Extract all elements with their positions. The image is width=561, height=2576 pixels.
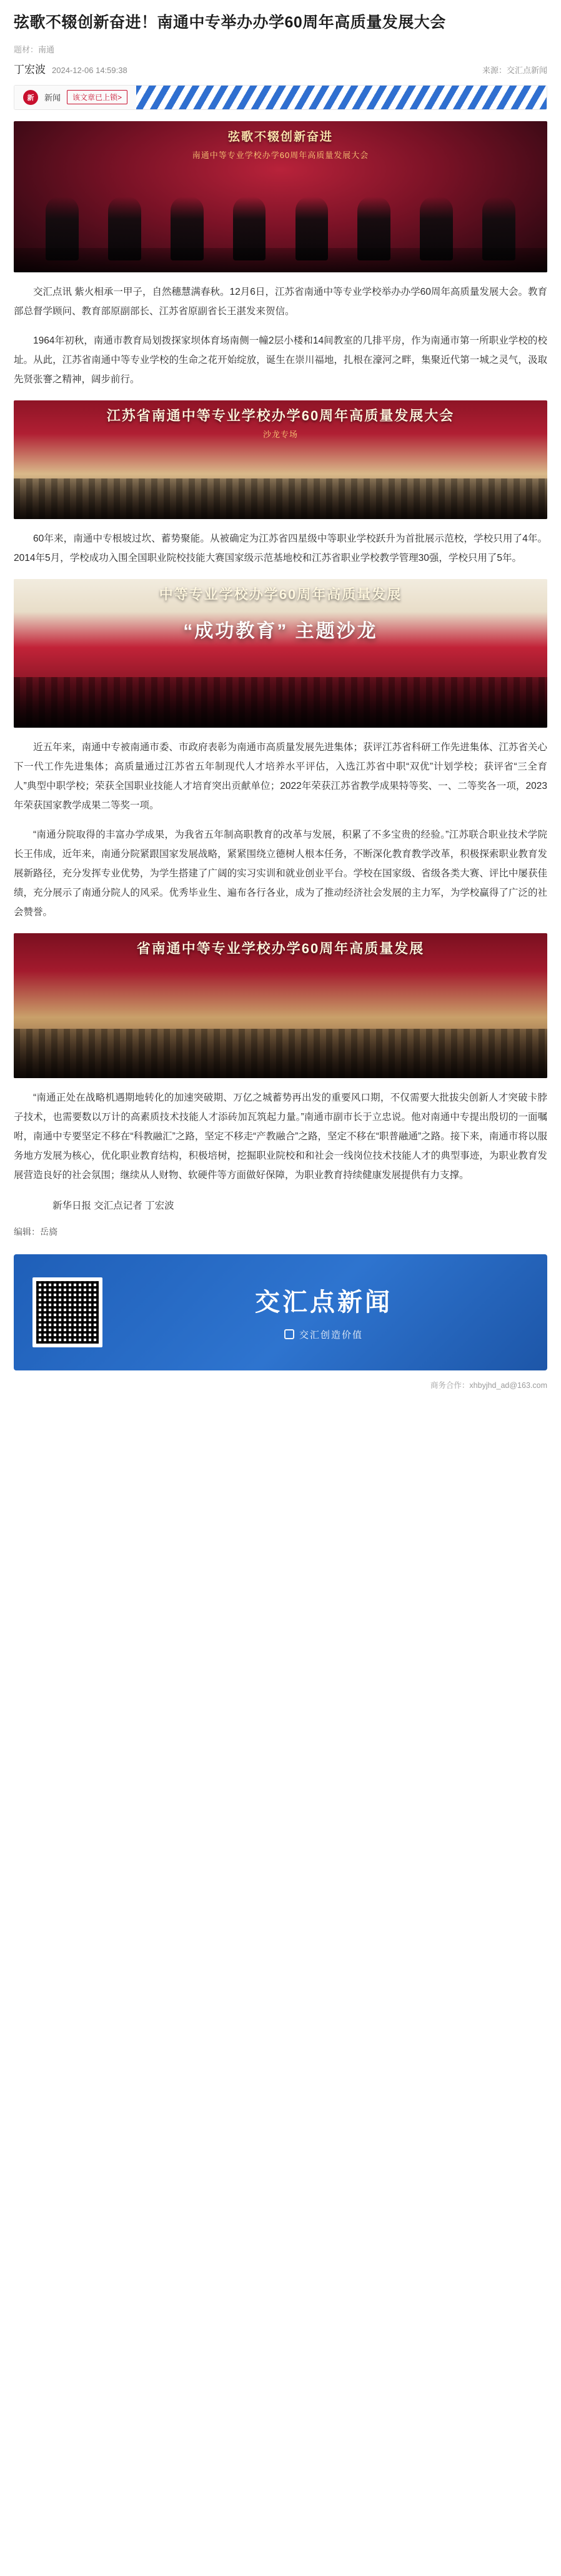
byline-row: [14, 61, 547, 76]
figure-opening-ceremony: [14, 121, 547, 272]
follow-bar[interactable]: [14, 85, 547, 110]
article-editor: 编辑：岳旖: [14, 1226, 57, 1237]
follow-left-group[interactable]: [14, 86, 136, 109]
article-signoff: 新华日报 交汇点记者 丁宏波: [52, 1200, 174, 1211]
paragraph: “南通正处在战略机遇期地转化的加速突破期、万亿之城蓄势再出发的重要风口期，不仅需要大批拔尖创新人才突破卡脖子技术，也需要数以万计的高素质技术技能人才添砖加瓦筑起力量。”南通市副市长于立忠说。他对南通中专提出殷切的一面嘱咐，南通中专要坚定不移在“科教融汇”之路，坚定不移走“产教融合”之路，坚定不移在“职普融通”之路。接下来，南通市将以服务地方发展为核心，优化职业教育结构，积极培树，挖掘职业院校和和社会一线岗位技术技能人才的典型事迹，为职业教育发展营造良好的社会氛围；继续从人财物、软硬件等方面做好保障，为职业教育持续健康发展提供有力支撑。: [14, 1092, 547, 1181]
business-contact-note: 商务合作：xhbyjhd_ad@163.com: [430, 1380, 547, 1390]
paragraph: 交汇点讯 紫火相承一甲子，自然穗慧满春秋。12月6日，江苏省南通中等专业学校举办办学60周年高质量发展大会。教育部总督学顾问、教育部原副部长、江苏省原副省长王湛发来贺信。: [14, 286, 547, 317]
promo-text-group: [119, 1282, 529, 1343]
page-title: 弦歌不辍创新奋进！南通中专举办办学60周年高质量发展大会: [14, 14, 446, 31]
figure-conference-stage: [14, 400, 547, 519]
promo-title: 交汇点新闻: [255, 1288, 392, 1316]
publish-time: 2024-12-06 14:59:38: [52, 65, 127, 75]
brand-logo-icon: 新: [23, 90, 38, 105]
photo-big-title: “成功教育” 主题沙龙: [183, 620, 378, 642]
promo-subtitle: 交汇创造价值: [299, 1329, 363, 1340]
photo-banner-text: 中等专业学校办学60周年高质量发展: [159, 586, 402, 602]
source-value: 交汇点新闻: [506, 65, 547, 75]
stage-floor: [14, 248, 547, 272]
qr-code-pattern: [36, 1281, 99, 1344]
audience-seating: [14, 677, 547, 728]
paragraph: 近五年来，南通中专被南通市委、市政府表彰为南通市高质量发展先进集体；获评江苏省科研工作先进集体、江苏省关心下一代工作先进集体；高质量通过江苏省五年制现代人才培养水平评估，入选江苏省中职“双优”计划学校；获评省“三全育人”典型中职学校；荣获全国职业技能人才培育突出贡献单位；2022年荣获江苏省教学成果特等奖、一、二等奖各一项，2023年荣获国家教学成果二等奖一项。: [14, 741, 547, 811]
category-label: 题材：: [14, 45, 39, 55]
source-label: [482, 64, 547, 76]
opening-ceremony-photo: [14, 121, 547, 272]
qr-code[interactable]: [32, 1277, 102, 1347]
brand-mark-icon: [284, 1329, 294, 1339]
promo-card[interactable]: [14, 1254, 547, 1370]
photo-subbanner-text: 沙龙专场: [262, 429, 298, 439]
category-row: [14, 42, 547, 58]
promo-subtitle-group: [284, 1328, 363, 1341]
locked-article-button[interactable]: 该文章已上锁>: [67, 90, 127, 104]
audience-seating: [14, 1029, 547, 1078]
performance-photo: [14, 933, 547, 1078]
figure-salon-forum: [14, 579, 547, 728]
photo-banner-text: 省南通中等专业学校办学60周年高质量发展: [136, 940, 425, 956]
photo-subbanner-text: 南通中等专业学校办学60周年高质量发展大会: [192, 150, 369, 160]
paragraph: 1964年初秋，南通市教育局划拨探家坝体育场南侧一幢2层小楼和14间教室的几排平房，作为南通市第一所职业学校的校址。从此，江苏省南通中等专业学校的生命之花开始绽放，诞生在崇川福地，扎根在濠河之畔，集聚近代第一城之灵气，汲取先贤张謇之精神，阔步前行。: [14, 335, 547, 385]
author-name: 丁宏波: [14, 63, 46, 76]
conference-stage-photo: [14, 400, 547, 519]
decorative-stripes: [136, 86, 547, 109]
photo-banner-text: 江苏省南通中等专业学校办学60周年高质量发展大会: [106, 407, 455, 424]
salon-forum-photo: [14, 579, 547, 728]
paragraph: 60年来，南通中专根坡过坎、蓄势聚能。从被确定为江苏省四星级中等职业学校跃升为首批展示范校，学校只用了4年。2014年5月，学校成功入围全国职业院校技能大赛国家级示范基地校和江苏省职业学校教学管理30强，学校只用了5年。: [14, 533, 547, 563]
category-value: 南通: [38, 45, 55, 55]
account-name: 新闻: [44, 93, 61, 103]
source-prefix: 来源：: [482, 65, 507, 75]
audience-seating: [14, 478, 547, 519]
figure-performance: [14, 933, 547, 1078]
photo-banner-text: 弦歌不辍创新奋进: [227, 130, 333, 144]
paragraph: “南通分院取得的丰富办学成果，为我省五年制高职教育的改革与发展，积累了不多宝贵的经验。”江苏联合职业技术学院长王伟成，近年来，南通分院紧跟国家发展战略，紧紧围绕立德树人根本任务，不断深化教育教学改革，积极探索职业教育发展新路径，充分发挥专业优势，为学生搭建了广阔的实习实训和就业创业平台。学校在国家级、省级各类大赛、评比中屡获佳绩，充分展示了南通分院人的风采。优秀毕业生、遍布各行各业，成为了推动经济社会发展的主力军，为学校赢得了广泛的社会赞誉。: [14, 829, 547, 918]
